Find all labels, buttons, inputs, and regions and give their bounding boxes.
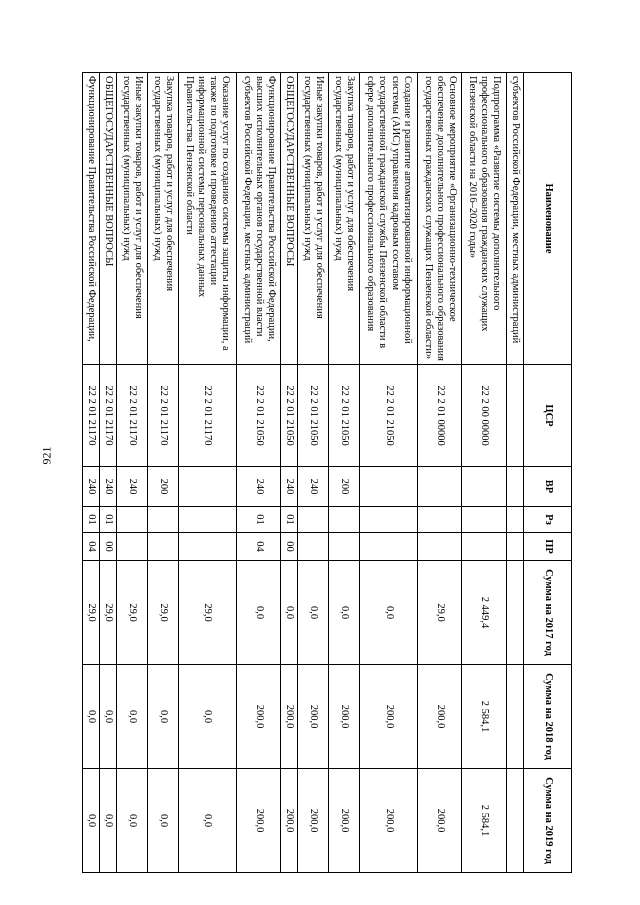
table-row <box>83 73 100 873</box>
cell-rz <box>506 507 523 533</box>
cell-sum-2018: 200,0 <box>329 665 360 769</box>
cell-pr: 00 <box>281 533 298 561</box>
cell-pr <box>298 533 329 561</box>
header-rz: Рз <box>524 507 572 533</box>
cell-sum-2019 <box>506 769 523 873</box>
table-row <box>281 73 298 873</box>
cell-sum-2017: 2 449,4 <box>462 561 506 665</box>
cell-pr <box>147 533 178 561</box>
table-row <box>236 73 280 873</box>
cell-sum-2018: 200,0 <box>298 665 329 769</box>
table-row <box>506 73 523 873</box>
cell-csr: 22 2 01 21170 <box>147 365 178 467</box>
cell-sum-2019: 0,0 <box>117 769 148 873</box>
cell-name: ОБЩЕГОСУДАРСТВЕННЫЕ ВОПРОСЫ <box>100 73 117 365</box>
cell-sum-2017: 29,0 <box>147 561 178 665</box>
cell-vr: 240 <box>236 467 280 507</box>
cell-sum-2017: 29,0 <box>100 561 117 665</box>
cell-vr <box>506 467 523 507</box>
cell-sum-2017: 29,0 <box>178 561 236 665</box>
cell-sum-2019: 0,0 <box>83 769 100 873</box>
cell-rz: 01 <box>83 507 100 533</box>
cell-pr: 00 <box>100 533 117 561</box>
table-row <box>462 73 506 873</box>
cell-rz <box>329 507 360 533</box>
cell-csr <box>506 365 523 467</box>
cell-csr: 22 2 01 21170 <box>178 365 236 467</box>
header-sum-2019: Сумма на 2019 год <box>524 769 572 873</box>
cell-pr <box>506 533 523 561</box>
cell-vr: 200 <box>329 467 360 507</box>
cell-sum-2018: 0,0 <box>147 665 178 769</box>
cell-vr <box>462 467 506 507</box>
cell-sum-2017: 0,0 <box>281 561 298 665</box>
header-name: Наименование <box>524 73 572 365</box>
cell-csr: 22 2 01 21050 <box>281 365 298 467</box>
header-sum-2018: Сумма на 2018 год <box>524 665 572 769</box>
cell-sum-2019: 0,0 <box>100 769 117 873</box>
cell-rz <box>117 507 148 533</box>
cell-sum-2017 <box>506 561 523 665</box>
cell-sum-2017: 0,0 <box>298 561 329 665</box>
cell-csr: 22 2 01 21050 <box>298 365 329 467</box>
cell-pr <box>178 533 236 561</box>
cell-name: субъектов Российской Федерации, местных администраций <box>506 73 523 365</box>
cell-name: ОБЩЕГОСУДАРСТВЕННЫЕ ВОПРОСЫ <box>281 73 298 365</box>
cell-sum-2018 <box>506 665 523 769</box>
table-row <box>100 73 117 873</box>
cell-sum-2018: 0,0 <box>83 665 100 769</box>
cell-rz <box>147 507 178 533</box>
table-row <box>298 73 329 873</box>
cell-name: Создание и развитие автоматизированной информационной системы (АИС) управления кадровым составом государственной гражданской службы Пензенской области в сфере дополнительного профессионального образования <box>359 73 417 365</box>
cell-csr: 22 2 01 21170 <box>117 365 148 467</box>
cell-vr: 240 <box>298 467 329 507</box>
cell-pr <box>418 533 462 561</box>
cell-vr <box>359 467 417 507</box>
cell-sum-2018: 200,0 <box>281 665 298 769</box>
cell-rz <box>418 507 462 533</box>
cell-sum-2019: 0,0 <box>178 769 236 873</box>
cell-name: Иные закупки товаров, работ и услуг для обеспечения государственных (муниципальных) нужд <box>117 73 148 365</box>
table-row <box>418 73 462 873</box>
cell-rz: 01 <box>236 507 280 533</box>
cell-sum-2019: 200,0 <box>329 769 360 873</box>
cell-rz: 01 <box>281 507 298 533</box>
cell-pr: 04 <box>83 533 100 561</box>
cell-vr: 240 <box>117 467 148 507</box>
cell-vr <box>178 467 236 507</box>
cell-sum-2018: 0,0 <box>100 665 117 769</box>
cell-pr <box>329 533 360 561</box>
cell-name: Подпрограмма «Развитие системы дополнительного профессионального образования гражданских служащих Пензенской области на 2016–2020 годы» <box>462 73 506 365</box>
cell-sum-2019: 200,0 <box>281 769 298 873</box>
table-row <box>178 73 236 873</box>
cell-rz <box>298 507 329 533</box>
cell-name: Оказание услуг по созданию системы защиты информации, а также по подготовке и проведению аттестации информационной системы персональных данных Правительства Пензенской области <box>178 73 236 365</box>
cell-sum-2017: 0,0 <box>236 561 280 665</box>
cell-csr: 22 2 01 21050 <box>359 365 417 467</box>
cell-sum-2018: 200,0 <box>359 665 417 769</box>
cell-csr: 22 2 00 00000 <box>462 365 506 467</box>
cell-name: Функционирование Правительства Российской Федерации, высших исполнительных органов государственной власти субъектов Российской Федерации, местных администраций <box>236 73 280 365</box>
rotated-page <box>82 72 572 872</box>
cell-sum-2019: 2 584,1 <box>462 769 506 873</box>
cell-name: Закупка товаров, работ и услуг для обеспечения государственных (муниципальных) нужд <box>329 73 360 365</box>
cell-csr: 22 2 01 21170 <box>100 365 117 467</box>
cell-sum-2017: 29,0 <box>117 561 148 665</box>
table-row <box>117 73 148 873</box>
cell-name: Функционирование Правительства Российской Федерации, <box>83 73 100 365</box>
cell-sum-2017: 0,0 <box>359 561 417 665</box>
header-vr: ВР <box>524 467 572 507</box>
cell-pr: 04 <box>236 533 280 561</box>
budget-table <box>82 72 572 873</box>
cell-sum-2019: 200,0 <box>298 769 329 873</box>
cell-csr: 22 2 01 00000 <box>418 365 462 467</box>
cell-vr <box>418 467 462 507</box>
header-pr: ПР <box>524 533 572 561</box>
table-header-row <box>524 73 572 873</box>
cell-csr: 22 2 01 21170 <box>83 365 100 467</box>
table-row <box>147 73 178 873</box>
cell-name: Основное мероприятие «Организационно-техническое обеспечение дополнительного профессионального образования государственных гражданских служащих Пензенской области» <box>418 73 462 365</box>
cell-vr: 240 <box>281 467 298 507</box>
cell-vr: 240 <box>100 467 117 507</box>
table-row <box>329 73 360 873</box>
cell-sum-2019: 200,0 <box>236 769 280 873</box>
cell-pr <box>462 533 506 561</box>
cell-rz <box>462 507 506 533</box>
cell-sum-2017: 29,0 <box>418 561 462 665</box>
cell-vr: 200 <box>147 467 178 507</box>
cell-rz: 01 <box>100 507 117 533</box>
cell-name: Закупка товаров, работ и услуг для обеспечения государственных (муниципальных) нужд <box>147 73 178 365</box>
cell-csr: 22 2 01 21050 <box>329 365 360 467</box>
cell-sum-2019: 200,0 <box>418 769 462 873</box>
cell-sum-2018: 2 584,1 <box>462 665 506 769</box>
cell-rz <box>359 507 417 533</box>
cell-sum-2019: 0,0 <box>147 769 178 873</box>
cell-pr <box>359 533 417 561</box>
table-row <box>359 73 417 873</box>
cell-rz <box>178 507 236 533</box>
page-number: 921 <box>39 446 54 465</box>
header-csr: ЦСР <box>524 365 572 467</box>
cell-pr <box>117 533 148 561</box>
header-sum-2017: Сумма на 2017 год <box>524 561 572 665</box>
cell-sum-2017: 0,0 <box>329 561 360 665</box>
cell-vr: 240 <box>83 467 100 507</box>
table-body <box>83 73 524 873</box>
cell-sum-2017: 29,0 <box>83 561 100 665</box>
cell-name: Иные закупки товаров, работ и услуг для обеспечения государственных (муниципальных) нужд <box>298 73 329 365</box>
cell-sum-2018: 200,0 <box>236 665 280 769</box>
cell-sum-2018: 0,0 <box>117 665 148 769</box>
cell-sum-2018: 0,0 <box>178 665 236 769</box>
cell-csr: 22 2 01 21050 <box>236 365 280 467</box>
cell-sum-2019: 200,0 <box>359 769 417 873</box>
cell-sum-2018: 200,0 <box>418 665 462 769</box>
